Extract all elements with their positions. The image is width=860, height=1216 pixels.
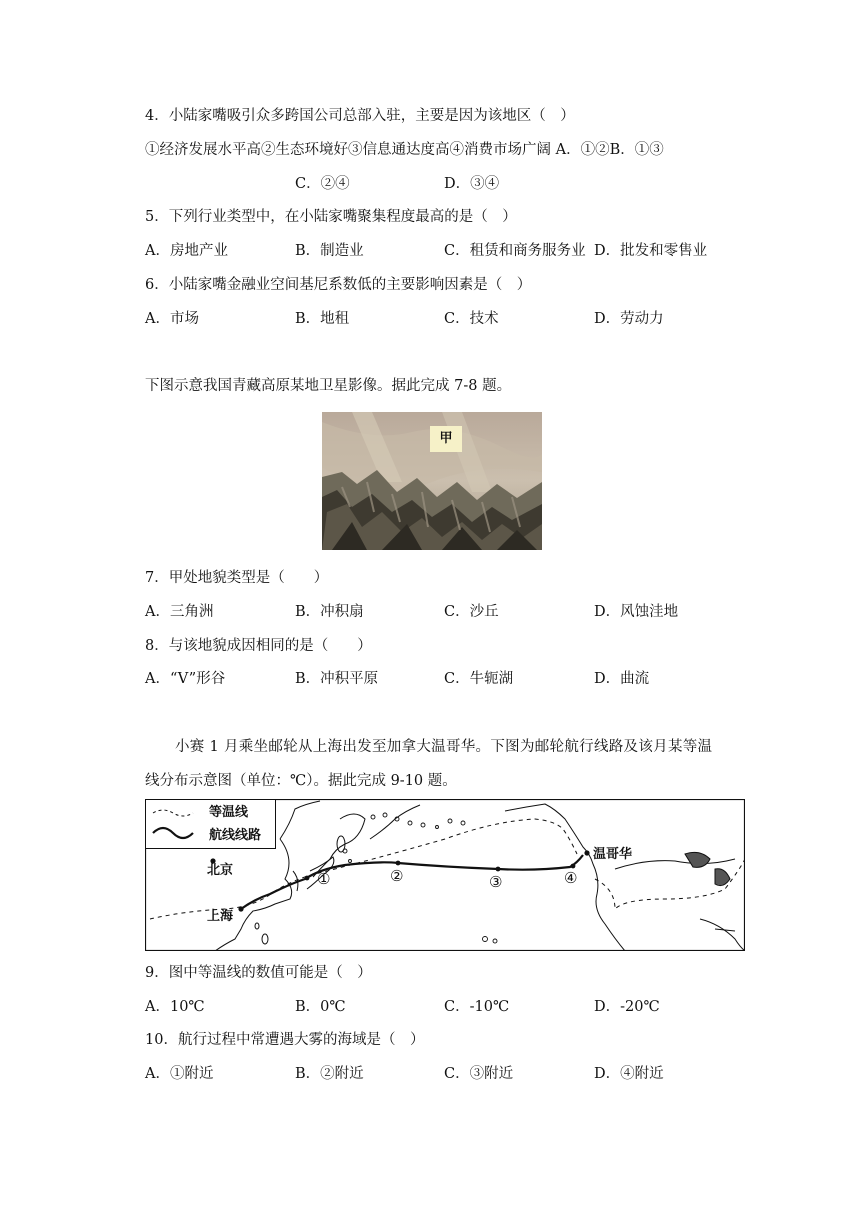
q6-option-b: B．地租 (295, 311, 350, 327)
q10-option-d: D．④附近 (594, 1066, 664, 1082)
q6-option-c: C．技术 (444, 311, 499, 327)
q10-stem: 10．航行过程中常遭遇大雾的海域是（ ） (145, 1032, 425, 1048)
intro-7-8: 下图示意我国青藏高原某地卫星影像。据此完成 7-8 题。 (145, 378, 512, 394)
label-point-4: ④ (564, 869, 578, 887)
q9-option-b: B．0℃ (295, 999, 346, 1015)
label-beijing: 北京 (207, 863, 234, 878)
q7-option-a: A．三角洲 (145, 604, 214, 620)
q6-option-a: A．市场 (145, 311, 199, 327)
q4-option-c: C．②④ (295, 176, 350, 192)
q10-option-b: B．②附近 (295, 1066, 364, 1082)
q7-option-b: B．冲积扇 (295, 604, 364, 620)
q7-option-c: C．沙丘 (444, 604, 499, 620)
satellite-image (322, 412, 542, 550)
label-shanghai: 上海 (207, 909, 234, 924)
q6-stem: 6．小陆家嘴金融业空间基尼系数低的主要影响因素是（ ） (145, 277, 532, 293)
q9-stem: 9．图中等温线的数值可能是（ ） (145, 965, 372, 981)
q5-stem: 5．下列行业类型中，在小陆家嘴聚集程度最高的是（ ） (145, 209, 517, 225)
q8-option-d: D．曲流 (594, 671, 650, 687)
q8-stem: 8．与该地貌成因相同的是（ ） (145, 638, 372, 654)
q7-stem: 7．甲处地貌类型是（ ） (145, 570, 329, 586)
legend-isotherm: 等温线 (209, 805, 249, 820)
q8-option-c: C．牛轭湖 (444, 671, 514, 687)
q7-option-d: D．风蚀洼地 (594, 604, 679, 620)
q8-option-a: A．“V”形谷 (145, 671, 226, 687)
q10-option-c: C．③附近 (444, 1066, 514, 1082)
q5-option-d: D．批发和零售业 (594, 243, 708, 259)
label-point-3: ③ (489, 873, 503, 891)
q9-option-c: C．-10℃ (444, 999, 510, 1015)
map-svg (145, 799, 745, 951)
q5-option-b: B．制造业 (295, 243, 364, 259)
legend-route: 航线线路 (209, 828, 262, 843)
q9-option-a: A．10℃ (145, 999, 205, 1015)
q4-option-d: D．③④ (444, 176, 500, 192)
sat-label-jia: 甲 (439, 431, 453, 446)
q8-option-b: B．冲积平原 (295, 671, 379, 687)
q6-option-d: D．劳动力 (594, 311, 664, 327)
q4-options-line: ①经济发展水平高②生态环境好③信息通达度高④消费市场广阔 A．①②B．①③ (145, 142, 664, 158)
label-vancouver: 温哥华 (593, 847, 633, 862)
q9-option-d: D．-20℃ (594, 999, 660, 1015)
label-point-1: ① (317, 870, 331, 888)
q4-stem: 4．小陆家嘴吸引众多跨国公司总部入驻，主要是因为该地区（ ） (145, 108, 575, 124)
intro-9-10-line2: 线分布示意图（单位：℃）。据此完成 9-10 题。 (145, 773, 457, 789)
intro-9-10-line1: 小赛 1 月乘坐邮轮从上海出发至加拿大温哥华。下图为邮轮航行线路及该月某等温 (175, 739, 713, 755)
q5-option-c: C．租赁和商务服务业 (444, 243, 586, 259)
q5-option-a: A．房地产业 (145, 243, 228, 259)
q10-option-a: A．①附近 (145, 1066, 214, 1082)
route-isotherm-map (145, 799, 745, 951)
label-point-2: ② (390, 867, 404, 885)
